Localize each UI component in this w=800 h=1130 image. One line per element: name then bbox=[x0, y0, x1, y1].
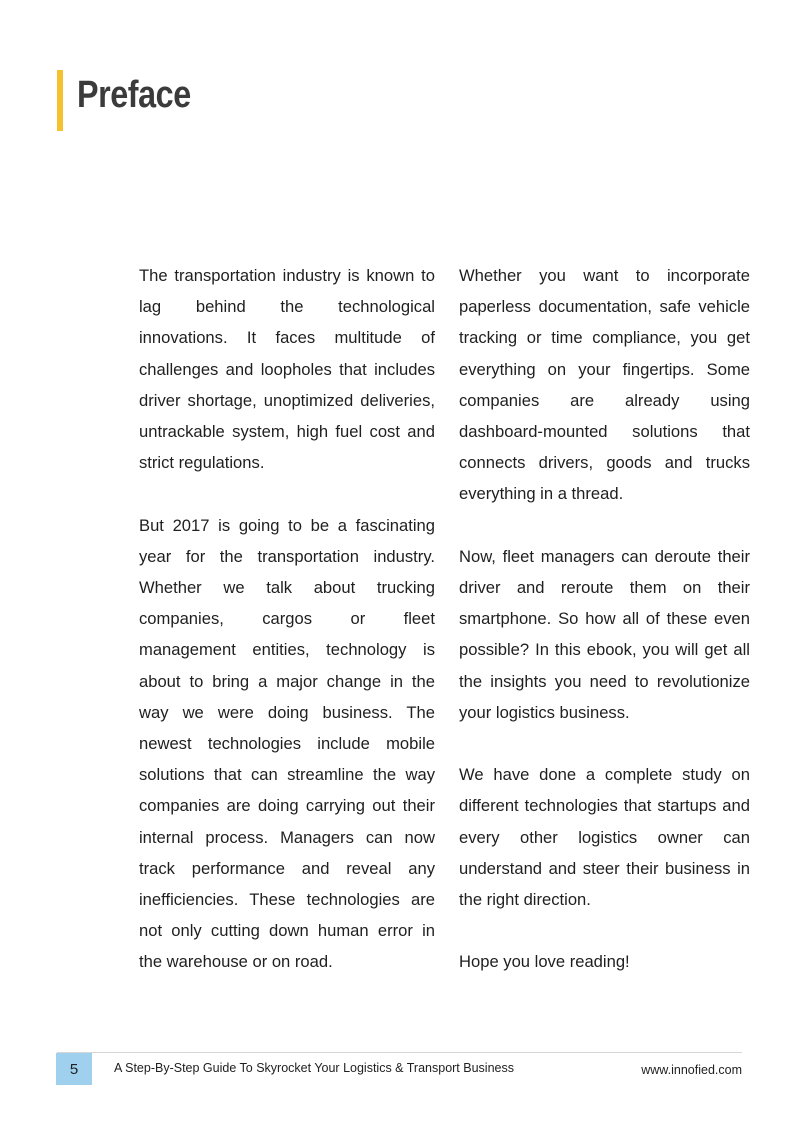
page-title: Preface bbox=[77, 74, 191, 116]
page-number-badge bbox=[56, 1053, 92, 1085]
paragraph: Hope you love reading! bbox=[459, 952, 630, 972]
paragraph: We have done a complete study on different technologies that startups and every other logistics owner can understand and steer their business in the right direction. bbox=[459, 765, 750, 910]
paragraph: Whether you want to incorporate paperless documentation, safe vehicle tracking or time compliance, you get everything on your fingertips. Some companies are already using dashboard-mounted solutions that connects drivers, goods and trucks everything in a thread. bbox=[459, 266, 750, 504]
left-column bbox=[139, 260, 435, 978]
footer-divider bbox=[57, 1052, 742, 1053]
title-accent-bar bbox=[57, 70, 63, 131]
paragraph: But 2017 is going to be a fascinating year for the transportation industry. Whether we talk about trucking companies, cargos or fleet management entities, technology is about to bring a major change in the way we were doing business. The newest technologies include mobile solutions that can streamline the way companies are doing carrying out their internal process. Managers can now track performance and reveal any inefficiencies. These technologies are not only cutting down human error in the warehouse or on road. bbox=[139, 515, 435, 972]
footer-title: A Step-By-Step Guide To Skyrocket Your Logistics & Transport Business bbox=[114, 1061, 514, 1075]
footer-url: www.innofied.com bbox=[641, 1063, 742, 1077]
page-number: 5 bbox=[69, 1060, 79, 1078]
paragraph: The transportation industry is known to lag behind the technological innovations. It faces multitude of challenges and loopholes that includes driver shortage, unoptimized deliveries, untrackable system, high fuel cost and strict regulations. bbox=[139, 266, 435, 473]
right-column bbox=[459, 260, 750, 978]
paragraph: Now, fleet managers can deroute their driver and reroute them on their smartphone. So how all of these even possible? In this ebook, you will get all the insights you need to revolutionize your logistics business. bbox=[459, 546, 750, 722]
